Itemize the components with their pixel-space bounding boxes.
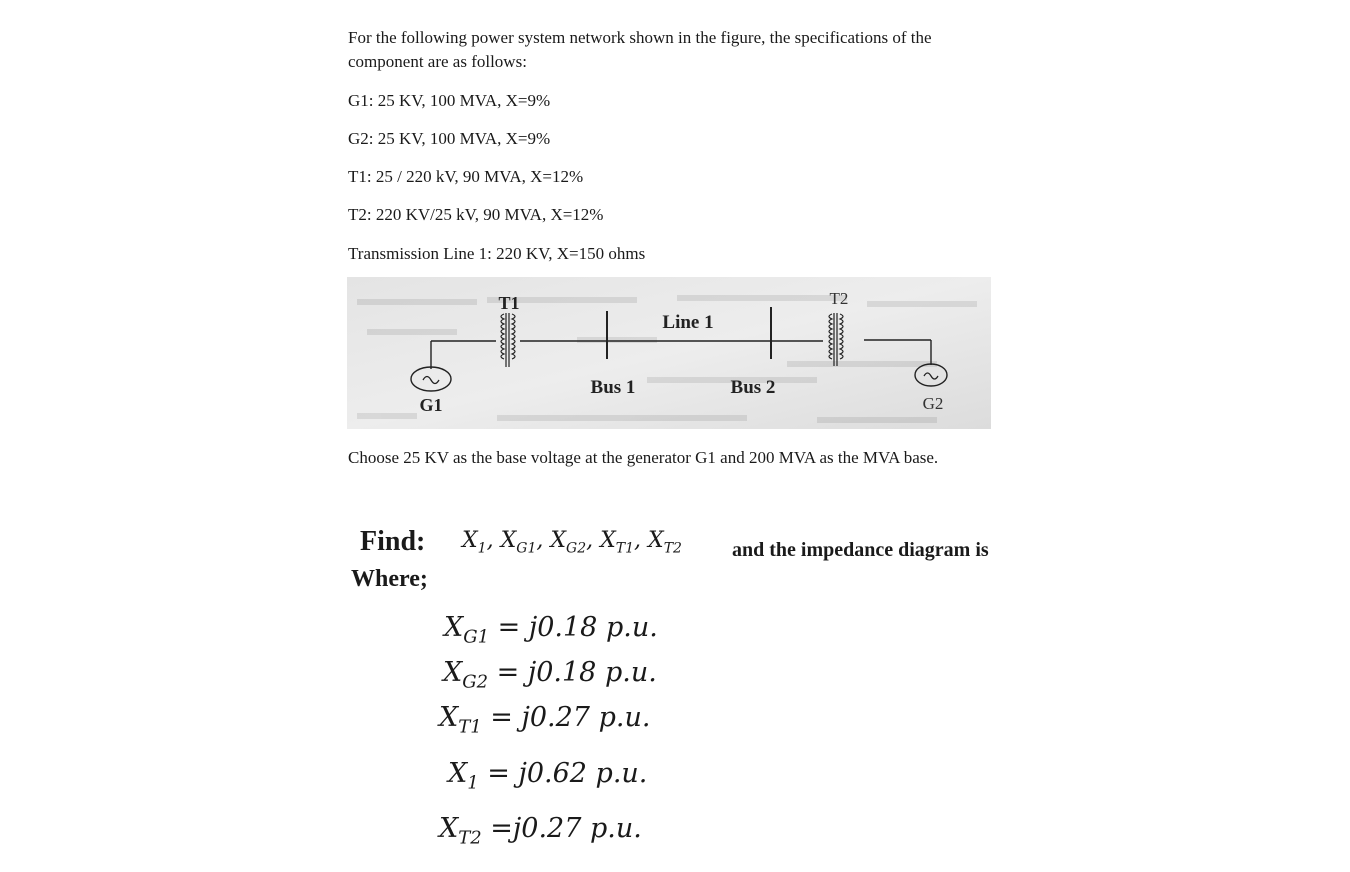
equation-xg1: $X_{G1} = j0.18$ p.u. bbox=[444, 612, 658, 648]
base-note: Choose 25 KV as the base voltage at the generator G1 and 200 MVA as the MVA base. bbox=[348, 448, 939, 467]
t2-label: T2 bbox=[829, 289, 849, 308]
find-statement bbox=[360, 526, 1030, 566]
where-label: Where; bbox=[351, 566, 428, 592]
find-var-xt1: $X_{T1}$ bbox=[600, 528, 635, 557]
find-var-xt2: $X_{T2}$ bbox=[648, 528, 682, 557]
spec-line: Transmission Line 1: 220 KV, X=150 ohms bbox=[348, 244, 646, 263]
g2-label: G2 bbox=[922, 394, 944, 413]
one-line-diagram bbox=[347, 277, 991, 429]
g1-label: G1 bbox=[419, 395, 443, 415]
line-1-label: Line 1 bbox=[662, 312, 714, 333]
equation-xt2: $X_{T2} =j0.27$ p.u. bbox=[439, 813, 642, 849]
bus-2-label: Bus 2 bbox=[730, 377, 776, 398]
find-var-xg1: $X_{G1}$ bbox=[500, 528, 537, 557]
spec-t1: T1: 25 / 220 kV, 90 MVA, X=12% bbox=[348, 167, 584, 186]
find-tail-text: and the impedance diagram is bbox=[732, 539, 989, 561]
find-label: Find: bbox=[360, 526, 426, 557]
t1-label: T1 bbox=[498, 293, 520, 313]
equation-xt1: $X_{T1} = j0.27$ p.u. bbox=[439, 702, 651, 738]
bus-1-label: Bus 1 bbox=[590, 377, 636, 398]
equation-xg2: $X_{G2} = j0.18$ p.u. bbox=[443, 657, 657, 693]
find-variables: $X_1$, $X_{G1}$, $X_{G2}$, $X_{T1}$, $X_{T2}$ bbox=[462, 528, 682, 557]
find-var-x1: $X_1$ bbox=[462, 528, 487, 557]
spec-t2: T2: 220 KV/25 kV, 90 MVA, X=12% bbox=[348, 205, 604, 224]
spec-g1: G1: 25 KV, 100 MVA, X=9% bbox=[348, 91, 551, 110]
problem-intro: For the following power system network shown in the figure, the specifications of the component are as follows: bbox=[348, 28, 932, 71]
equation-x1: $X_1 = j0.62$ p.u. bbox=[448, 758, 648, 794]
spec-g2: G2: 25 KV, 100 MVA, X=9% bbox=[348, 129, 551, 148]
find-var-xg2: $X_{G2}$ bbox=[550, 528, 587, 557]
